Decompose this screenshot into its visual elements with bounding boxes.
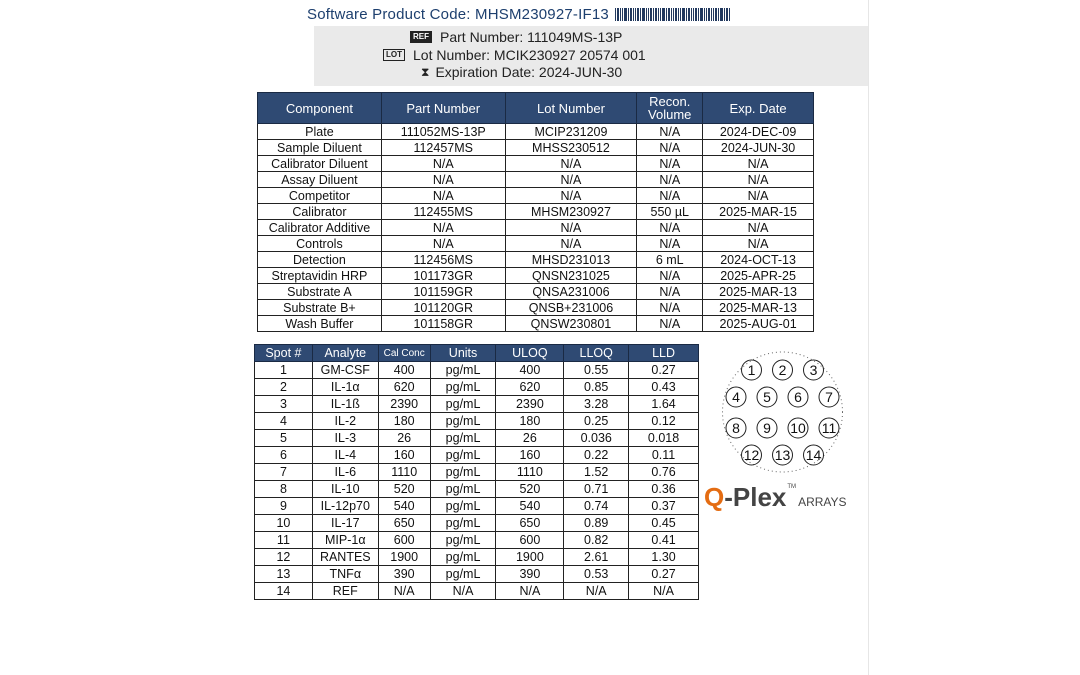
analyte-cell: 3: [255, 396, 313, 413]
component-cell: N/A: [505, 172, 637, 188]
expiration-date: Expiration Date: 2024-JUN-30: [435, 64, 623, 80]
analyte-header-6: LLD: [629, 345, 699, 362]
component-cell: N/A: [381, 188, 505, 204]
component-cell: MHSM230927: [505, 204, 637, 220]
analyte-row: [255, 549, 699, 566]
analyte-cell: 1110: [496, 464, 564, 481]
analyte-cell: IL-4: [312, 447, 378, 464]
component-cell: 2025-MAR-15: [703, 204, 814, 220]
analyte-cell: pg/mL: [430, 396, 496, 413]
analyte-cell: 540: [378, 498, 430, 515]
component-cell: N/A: [381, 236, 505, 252]
analyte-cell: 9: [255, 498, 313, 515]
analyte-cell: IL-17: [312, 515, 378, 532]
component-header-row: [258, 93, 814, 124]
component-cell: N/A: [637, 140, 703, 156]
analyte-row: [255, 532, 699, 549]
analyte-row: [255, 566, 699, 583]
analyte-cell: 400: [378, 362, 430, 379]
analyte-cell: 0.22: [564, 447, 629, 464]
analyte-cell: 0.76: [629, 464, 699, 481]
analyte-cell: 160: [378, 447, 430, 464]
component-row: [258, 172, 814, 188]
component-cell: MHSS230512: [505, 140, 637, 156]
barcode: [615, 8, 731, 21]
component-row: [258, 284, 814, 300]
analyte-cell: pg/mL: [430, 430, 496, 447]
component-cell: MHSD231013: [505, 252, 637, 268]
component-cell: Wash Buffer: [258, 316, 382, 332]
component-cell: 2025-APR-25: [703, 268, 814, 284]
analyte-row: [255, 379, 699, 396]
page-edge: [868, 0, 869, 675]
analyte-cell: 600: [378, 532, 430, 549]
analyte-cell: MIP-1α: [312, 532, 378, 549]
spot-number: 5: [763, 389, 771, 405]
component-cell: 112457MS: [381, 140, 505, 156]
analyte-cell: 650: [496, 515, 564, 532]
analyte-row: [255, 583, 699, 600]
analyte-cell: 2: [255, 379, 313, 396]
component-cell: 112455MS: [381, 204, 505, 220]
spot-number: 13: [774, 447, 791, 463]
component-cell: Calibrator: [258, 204, 382, 220]
spot-marker: [726, 387, 746, 407]
analyte-cell: pg/mL: [430, 447, 496, 464]
component-cell: 101158GR: [381, 316, 505, 332]
analyte-cell: 0.82: [564, 532, 629, 549]
component-cell: 101120GR: [381, 300, 505, 316]
component-cell: 2025-MAR-13: [703, 284, 814, 300]
analyte-cell: 0.36: [629, 481, 699, 498]
spot-number: 4: [732, 389, 740, 405]
analyte-header-4: ULOQ: [496, 345, 564, 362]
analyte-cell: 0.27: [629, 566, 699, 583]
expiration-line: [421, 64, 622, 80]
analyte-cell: 160: [496, 447, 564, 464]
analyte-cell: pg/mL: [430, 549, 496, 566]
analyte-header-1: Analyte: [312, 345, 378, 362]
component-cell: Sample Diluent: [258, 140, 382, 156]
component-header-3: Recon. Volume: [637, 93, 703, 124]
analyte-cell: 1900: [496, 549, 564, 566]
component-header-0: Component: [258, 93, 382, 124]
analyte-cell: N/A: [496, 583, 564, 600]
analyte-row: [255, 413, 699, 430]
analyte-cell: 11: [255, 532, 313, 549]
analyte-cell: 1110: [378, 464, 430, 481]
analyte-cell: 2390: [378, 396, 430, 413]
spot-number: 12: [743, 447, 760, 463]
analyte-cell: 5: [255, 430, 313, 447]
component-row: [258, 188, 814, 204]
component-row: [258, 124, 814, 140]
component-cell: Plate: [258, 124, 382, 140]
component-cell: 112456MS: [381, 252, 505, 268]
spot-marker: [788, 418, 808, 438]
spot-marker: [726, 418, 746, 438]
analyte-cell: 0.25: [564, 413, 629, 430]
component-cell: 2024-DEC-09: [703, 124, 814, 140]
spot-marker: [742, 445, 762, 465]
component-cell: 2024-JUN-30: [703, 140, 814, 156]
analyte-cell: N/A: [378, 583, 430, 600]
product-label-box: [314, 26, 868, 86]
component-cell: 2025-AUG-01: [703, 316, 814, 332]
analyte-cell: 3.28: [564, 396, 629, 413]
analyte-cell: RANTES: [312, 549, 378, 566]
analyte-cell: IL-2: [312, 413, 378, 430]
lot-number: Lot Number: MCIK230927 20574 001: [413, 47, 646, 63]
part-number-line: [410, 29, 622, 45]
spot-number: 8: [732, 420, 740, 436]
component-cell: N/A: [505, 220, 637, 236]
analyte-cell: N/A: [564, 583, 629, 600]
analyte-cell: 1.64: [629, 396, 699, 413]
component-cell: N/A: [637, 156, 703, 172]
component-cell: Calibrator Diluent: [258, 156, 382, 172]
component-cell: Assay Diluent: [258, 172, 382, 188]
component-cell: MCIP231209: [505, 124, 637, 140]
analyte-cell: 26: [378, 430, 430, 447]
analyte-cell: 1.52: [564, 464, 629, 481]
analyte-table: [254, 344, 699, 600]
component-cell: N/A: [381, 220, 505, 236]
component-row: [258, 252, 814, 268]
spot-number: 3: [809, 362, 818, 378]
analyte-cell: 600: [496, 532, 564, 549]
spot-marker: [773, 360, 793, 380]
analyte-cell: 2.61: [564, 549, 629, 566]
spot-number: 10: [790, 420, 806, 436]
spot-number: 14: [805, 447, 822, 463]
analyte-header-3: Units: [430, 345, 496, 362]
spot-number: 6: [794, 389, 802, 405]
analyte-cell: 0.55: [564, 362, 629, 379]
lot-symbol: LOT: [383, 49, 405, 61]
component-cell: N/A: [703, 188, 814, 204]
component-cell: QNSW230801: [505, 316, 637, 332]
spot-marker: [819, 387, 839, 407]
component-row: [258, 140, 814, 156]
component-cell: 2025-MAR-13: [703, 300, 814, 316]
analyte-cell: 180: [496, 413, 564, 430]
component-table: [257, 92, 814, 332]
logo-q: Q: [704, 482, 725, 512]
component-cell: Competitor: [258, 188, 382, 204]
analyte-cell: GM-CSF: [312, 362, 378, 379]
component-header-2: Lot Number: [505, 93, 637, 124]
component-cell: N/A: [637, 172, 703, 188]
analyte-row: [255, 498, 699, 515]
analyte-cell: pg/mL: [430, 566, 496, 583]
component-cell: N/A: [637, 220, 703, 236]
spot-layout-svg: [711, 349, 854, 475]
component-cell: N/A: [637, 316, 703, 332]
component-cell: QNSB+231006: [505, 300, 637, 316]
analyte-cell: 0.85: [564, 379, 629, 396]
analyte-cell: 620: [378, 379, 430, 396]
analyte-cell: 8: [255, 481, 313, 498]
analyte-cell: 1900: [378, 549, 430, 566]
component-cell: QNSA231006: [505, 284, 637, 300]
component-cell: N/A: [505, 188, 637, 204]
component-cell: 550 µL: [637, 204, 703, 220]
component-row: [258, 316, 814, 332]
analyte-cell: IL-1α: [312, 379, 378, 396]
analyte-cell: 650: [378, 515, 430, 532]
component-cell: N/A: [637, 300, 703, 316]
analyte-cell: 390: [378, 566, 430, 583]
analyte-cell: 0.43: [629, 379, 699, 396]
component-row: [258, 268, 814, 284]
analyte-cell: IL-12p70: [312, 498, 378, 515]
analyte-cell: pg/mL: [430, 481, 496, 498]
analyte-row: [255, 515, 699, 532]
component-cell: N/A: [637, 236, 703, 252]
component-cell: 111052MS-13P: [381, 124, 505, 140]
component-cell: Detection: [258, 252, 382, 268]
logo-plex: -Plex: [724, 482, 787, 512]
analyte-header-5: LLOQ: [564, 345, 629, 362]
analyte-cell: 180: [378, 413, 430, 430]
analyte-row: [255, 464, 699, 481]
component-row: [258, 300, 814, 316]
spot-number: 11: [821, 420, 837, 436]
analyte-cell: IL-10: [312, 481, 378, 498]
analyte-row: [255, 430, 699, 447]
analyte-cell: 7: [255, 464, 313, 481]
logo-arrays: ARRAYS: [798, 495, 847, 509]
analyte-cell: 390: [496, 566, 564, 583]
component-header-4: Exp. Date: [703, 93, 814, 124]
analyte-row: [255, 396, 699, 413]
analyte-cell: 13: [255, 566, 313, 583]
product-code: Software Product Code: MHSM230927-IF13: [307, 5, 609, 23]
component-cell: 2024-OCT-13: [703, 252, 814, 268]
hourglass-icon: ⧗: [421, 64, 430, 79]
analyte-cell: 0.12: [629, 413, 699, 430]
component-row: [258, 236, 814, 252]
component-cell: Substrate B+: [258, 300, 382, 316]
spot-marker: [804, 360, 824, 380]
analyte-cell: 6: [255, 447, 313, 464]
analyte-cell: 10: [255, 515, 313, 532]
analyte-header-row: [255, 345, 699, 362]
analyte-cell: N/A: [629, 583, 699, 600]
component-row: [258, 156, 814, 172]
qplex-logo: [704, 484, 847, 510]
component-row: [258, 204, 814, 220]
analyte-header-2: Cal Conc: [378, 345, 430, 362]
spot-layout-diagram: [711, 349, 854, 475]
component-cell: N/A: [703, 172, 814, 188]
lot-number-line: [383, 47, 646, 63]
analyte-cell: 0.11: [629, 447, 699, 464]
analyte-cell: 2390: [496, 396, 564, 413]
component-cell: N/A: [637, 124, 703, 140]
analyte-row: [255, 447, 699, 464]
analyte-cell: 400: [496, 362, 564, 379]
analyte-cell: 1: [255, 362, 313, 379]
analyte-cell: 0.41: [629, 532, 699, 549]
analyte-cell: pg/mL: [430, 413, 496, 430]
component-cell: N/A: [637, 188, 703, 204]
analyte-cell: 0.74: [564, 498, 629, 515]
component-cell: Streptavidin HRP: [258, 268, 382, 284]
component-cell: QNSN231025: [505, 268, 637, 284]
analyte-cell: 520: [378, 481, 430, 498]
analyte-cell: pg/mL: [430, 464, 496, 481]
component-cell: Controls: [258, 236, 382, 252]
analyte-cell: 540: [496, 498, 564, 515]
component-row: [258, 220, 814, 236]
component-cell: N/A: [637, 284, 703, 300]
analyte-cell: pg/mL: [430, 532, 496, 549]
analyte-row: [255, 481, 699, 498]
spot-number: 2: [778, 362, 787, 378]
analyte-cell: pg/mL: [430, 362, 496, 379]
component-cell: N/A: [381, 156, 505, 172]
analyte-cell: REF: [312, 583, 378, 600]
component-header-1: Part Number: [381, 93, 505, 124]
analyte-cell: 0.45: [629, 515, 699, 532]
part-number: Part Number: 111049MS-13P: [440, 29, 623, 45]
ref-symbol: REF: [410, 31, 432, 43]
spot-marker: [742, 360, 762, 380]
analyte-row: [255, 362, 699, 379]
spot-marker: [788, 387, 808, 407]
analyte-cell: 620: [496, 379, 564, 396]
spot-marker: [773, 445, 793, 465]
analyte-cell: 0.37: [629, 498, 699, 515]
component-cell: N/A: [637, 268, 703, 284]
logo-tm: TM: [787, 484, 797, 490]
analyte-cell: 0.27: [629, 362, 699, 379]
analyte-cell: pg/mL: [430, 498, 496, 515]
component-cell: Calibrator Additive: [258, 220, 382, 236]
analyte-cell: TNFα: [312, 566, 378, 583]
spot-number: 7: [825, 389, 833, 405]
analyte-cell: 0.018: [629, 430, 699, 447]
analyte-cell: 14: [255, 583, 313, 600]
spot-marker: [757, 387, 777, 407]
component-cell: N/A: [505, 236, 637, 252]
spot-marker: [804, 445, 824, 465]
analyte-cell: IL-6: [312, 464, 378, 481]
analyte-cell: IL-1ß: [312, 396, 378, 413]
component-cell: 101173GR: [381, 268, 505, 284]
component-cell: N/A: [381, 172, 505, 188]
component-cell: N/A: [703, 156, 814, 172]
analyte-cell: 0.89: [564, 515, 629, 532]
analyte-cell: 0.53: [564, 566, 629, 583]
component-cell: N/A: [505, 156, 637, 172]
analyte-cell: 1.30: [629, 549, 699, 566]
analyte-cell: pg/mL: [430, 379, 496, 396]
product-code-line: [307, 4, 731, 24]
analyte-cell: 26: [496, 430, 564, 447]
analyte-header-0: Spot #: [255, 345, 313, 362]
component-cell: N/A: [703, 220, 814, 236]
analyte-cell: 0.71: [564, 481, 629, 498]
spot-number: 1: [747, 362, 756, 378]
spot-number: 9: [763, 420, 771, 436]
analyte-cell: 0.036: [564, 430, 629, 447]
analyte-cell: N/A: [430, 583, 496, 600]
analyte-cell: 12: [255, 549, 313, 566]
analyte-cell: pg/mL: [430, 515, 496, 532]
analyte-cell: IL-3: [312, 430, 378, 447]
analyte-cell: 4: [255, 413, 313, 430]
spot-marker: [819, 418, 839, 438]
spot-marker: [757, 418, 777, 438]
component-cell: 6 mL: [637, 252, 703, 268]
component-cell: N/A: [703, 236, 814, 252]
component-cell: 101159GR: [381, 284, 505, 300]
analyte-cell: 520: [496, 481, 564, 498]
component-cell: Substrate A: [258, 284, 382, 300]
